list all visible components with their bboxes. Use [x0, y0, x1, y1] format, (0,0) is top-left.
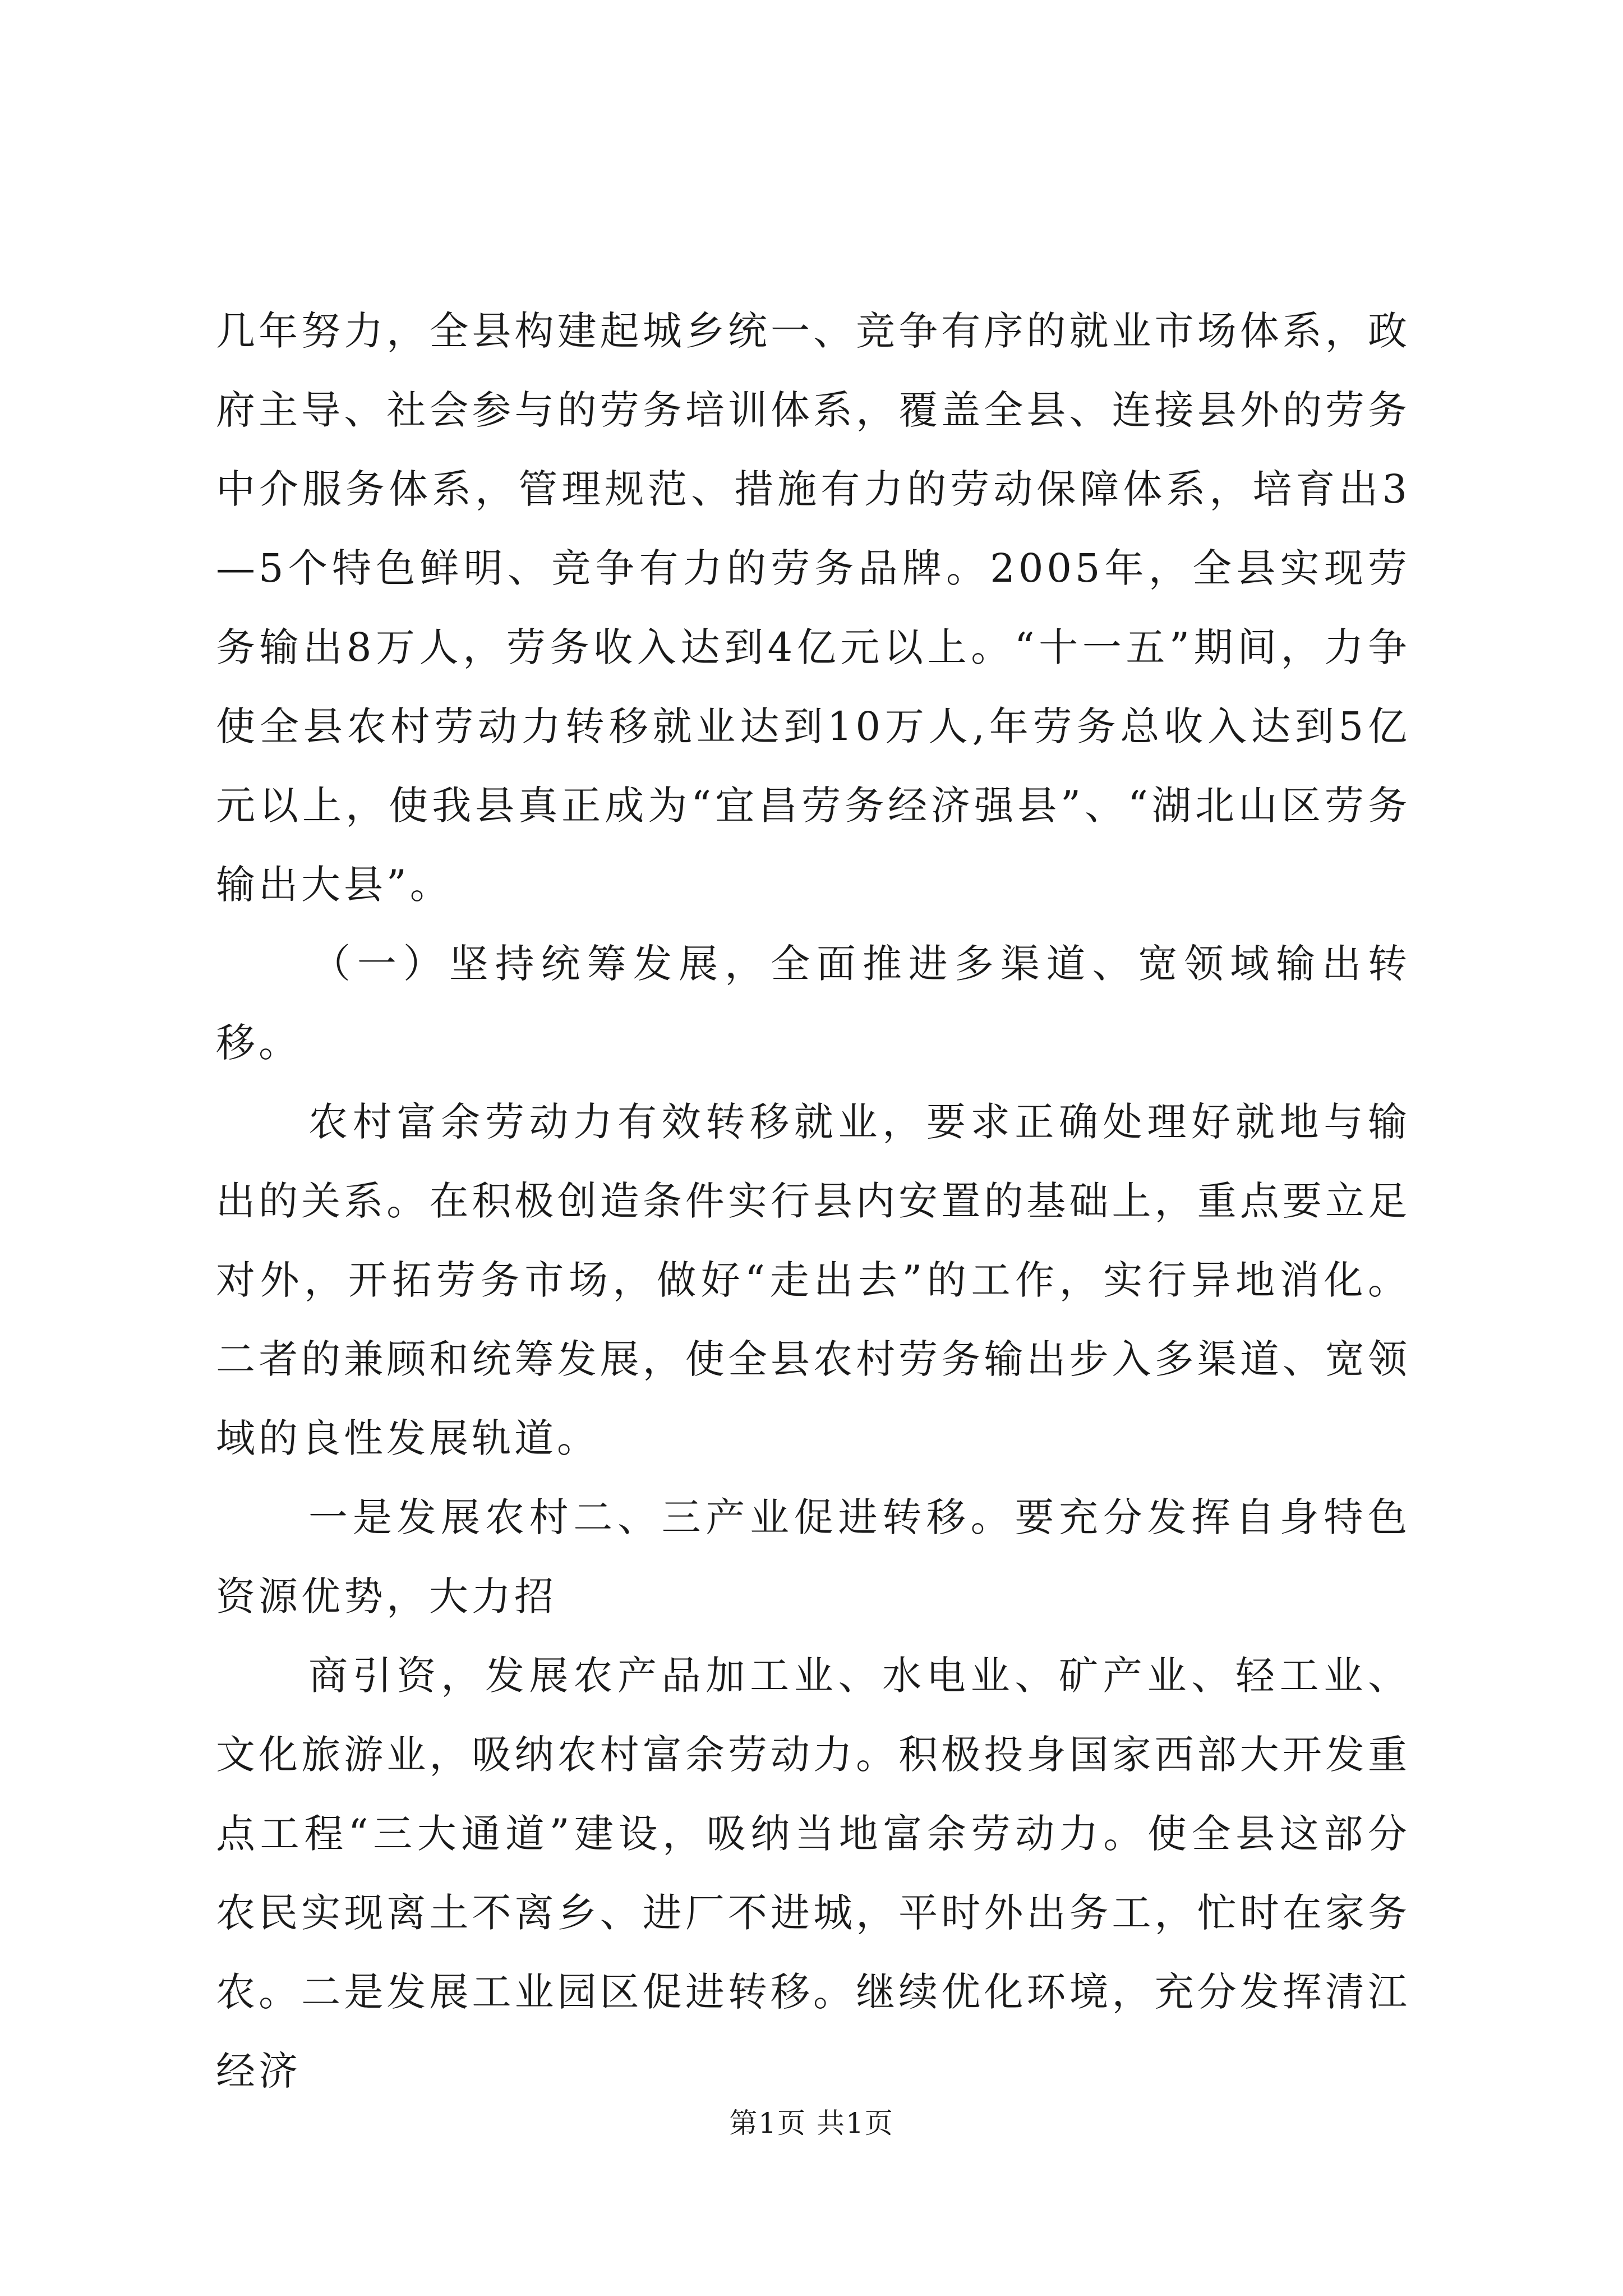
paragraph: 一是发展农村二、三产业促进转移。要充分发挥自身特色资源优势，大力招 — [216, 1494, 1410, 1619]
page-footer: 第1页 共1页 — [729, 2107, 894, 2139]
document-body — [216, 292, 1410, 2111]
paragraph: 农村富余劳动力有效转移就业，要求正确处理好就地与输出的关系。在积极创造条件实行县内安置的基础上，重点要立足对外，开拓劳务市场，做好“走出去”的工作，实行异地消化。二者的兼顾和统筹发展，使全县农村劳务输出步入多渠道、宽领域的良性发展轨道。 — [216, 1099, 1410, 1461]
paragraph-continuation: 几年努力，全县构建起城乡统一、竞争有序的就业市场体系，政府主导、社会参与的劳务培训体系，覆盖全县、连接县外的劳务中介服务体系，管理规范、措施有力的劳动保障体系，培育出3—5个特色鲜明、竞争有力的劳务品牌。2005年，全县实现劳务输出8万人，劳务收入达到4亿元以上。“十一五”期间，力争使全县农村劳动力转移就业达到10万人,年劳务总收入达到5亿元以上，使我县真正成为“宜昌劳务经济强县”、“湖北山区劳务输出大县”。 — [216, 308, 1410, 908]
paragraph: 商引资，发展农产品加工业、水电业、矿产业、轻工业、文化旅游业，吸纳农村富余劳动力。积极投身国家西部大开发重点工程“三大通道”建设，吸纳当地富余劳动力。使全县这部分农民实现离土不离乡、进厂不进城，平时外出务工，忙时在家务农。二是发展工业园区促进转移。继续优化环境，充分发挥清江经济 — [216, 1653, 1410, 2094]
section-heading: （一）坚持统筹发展，全面推进多渠道、宽领域输出转移。 — [216, 941, 1410, 1066]
